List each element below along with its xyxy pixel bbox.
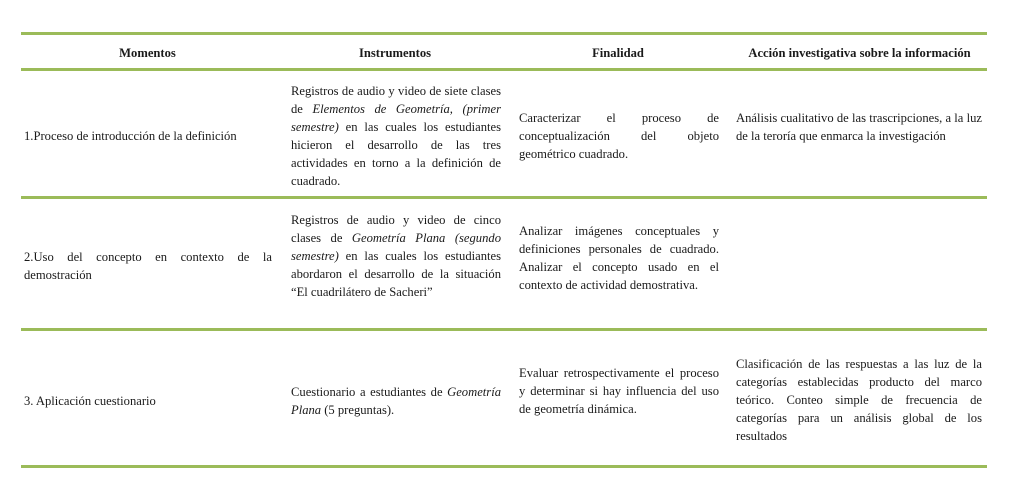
instrumento-text: en las cuales los estudiantes hicieron el desarrollo de las tres actividades en torno a la definición de cuadrado.	[291, 120, 501, 188]
momento-cell: 1.Proceso de introducción de la definición	[24, 129, 237, 143]
momento-cell: 2.Uso del concepto en contexto de la demostración	[24, 250, 272, 282]
instrumento-text: Cuestionario a estudiantes de	[291, 385, 448, 399]
accion-cell: Análisis cualitativo de las trascripciones, a la luz de la terоría que enmarca la investigación	[736, 111, 982, 143]
instrumento-cell	[291, 383, 501, 419]
row-rule	[21, 328, 987, 331]
header-momentos: Momentos	[119, 46, 176, 60]
instrumento-text: (5 preguntas).	[321, 403, 395, 417]
momento-cell: 3. Aplicación cuestionario	[24, 394, 156, 408]
instrumento-italic: Geometría Plana	[291, 385, 501, 417]
header-rule	[21, 68, 987, 71]
finalidad-cell: Analizar imágenes conceptuales y definiciones personales de cuadrado. Analizar el concepto usado en el contexto de actividad demostrativa.	[519, 224, 719, 292]
header-instrumentos: Instrumentos	[358, 46, 432, 60]
instrumento-text: Registros de audio y video de siete clases de	[291, 84, 501, 116]
instrumento-italic: Elementos de Geometría, (primer semestre)	[291, 102, 501, 134]
row-rule	[21, 196, 987, 199]
finalidad-cell: Caracterizar el proceso de conceptualización del objeto geométrico cuadrado.	[519, 111, 719, 161]
instrumento-italic: Geometría Plana (segundo semestre)	[291, 231, 501, 263]
top-rule	[21, 32, 987, 35]
instrumento-cell	[291, 82, 501, 190]
bottom-rule	[21, 465, 987, 468]
instrumento-text: en las cuales los estudiantes abordaron el desarrollo de la situación “El cuadrilátero de Sacheri”	[291, 249, 501, 299]
instrumento-cell	[291, 211, 501, 301]
accion-cell: Clasificación de las respuestas a las luz de la categorías establecidas producto del marco teórico. Conteo simple de frecuencia de categorías para un análisis global de los resultados	[736, 357, 982, 443]
finalidad-cell: Evaluar retrospectivamente el proceso y determinar si hay influencia del uso de geometría dinámica.	[519, 366, 719, 416]
header-accion: Acción investigativa sobre la información	[748, 46, 971, 60]
instrumento-text: Registros de audio y video de cinco clases de	[291, 213, 501, 245]
header-finalidad: Finalidad	[592, 46, 644, 60]
